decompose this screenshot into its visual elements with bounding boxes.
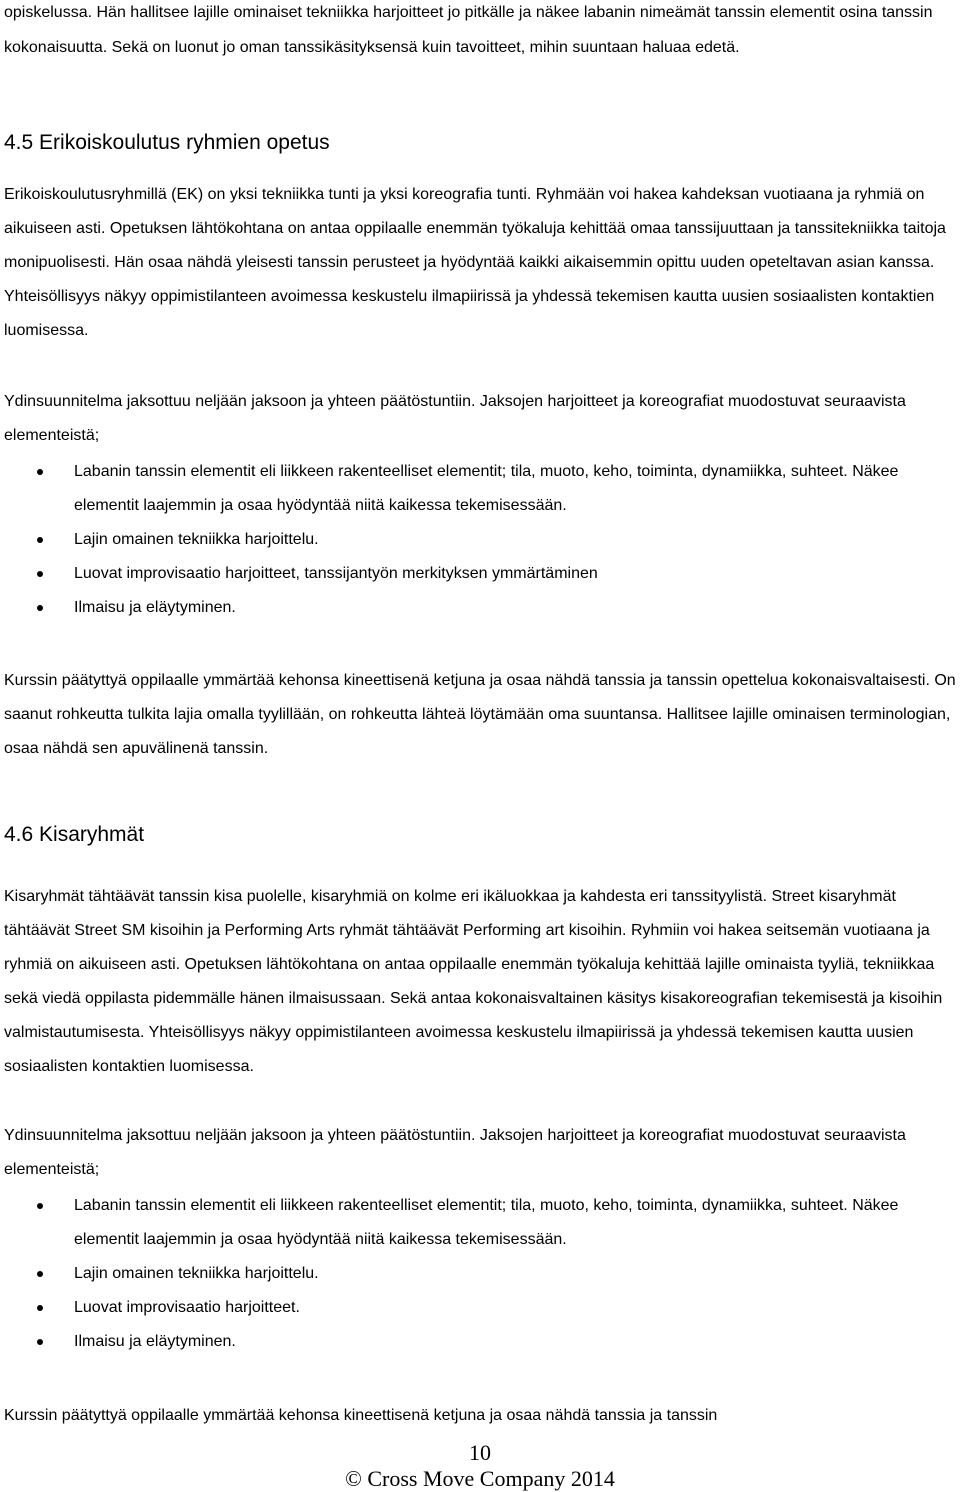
section-4-6-heading: 4.6 Kisaryhmät	[4, 823, 145, 846]
page-number: 10	[469, 1440, 491, 1465]
section-4-6-element-list	[4, 1189, 960, 1359]
bullet-icon	[37, 571, 43, 577]
bullet-icon	[37, 1271, 43, 1277]
section-4-5-curriculum: Ydinsuunnitelma jaksottuu neljään jaksoon ja yhteen päätöstuntiin. Jaksojen harjoitteet ja koreografiat muodostuvat seuraavista elementeistä;	[4, 393, 906, 444]
section-4-5-outcome: Kurssin päätyttyä oppilaalle ymmärtää kehonsa kineettisenä ketjuna ja osaa nähdä tanssia ja tanssin opettelua kokonaisvaltaisesti. On saanut rohkeutta tulkita lajia omalla tyylillään, on rohkeutta lähteä löytämään oma suuntansa. Hallitsee lajille ominaisen terminologian, osaa nähdä sen apuvälinenä tanssin.	[4, 672, 956, 757]
list-item-text: Luovat improvisaatio harjoitteet, tanssijantyön merkityksen ymmärtäminen	[74, 565, 598, 582]
section-4-5-intro: Erikoiskoulutusryhmillä (EK) on yksi tekniikka tunti ja yksi koreografia tunti. Ryhmään voi hakea kahdeksan vuotiaana ja ryhmiä on aikuiseen asti. Opetuksen lähtökohtana on antaa oppilaalle enemmän työkaluja kehittää omaa tanssijuuttaan ja tanssitekniikka taitoja monipuolisesti. Hän osaa nähdä yleisesti tanssin perusteet ja hyödyntää kaikki aikaisemmin opittu uuden opeteltavan asian kanssa. Yhteisöllisyys näkyy oppimistilanteen avoimessa keskustelu ilmapiirissä ja yhdessä tekemisen kautta uusien sosiaalisten kontaktien luomisessa.	[4, 186, 946, 339]
list-item-text: Labanin tanssin elementit eli liikkeen rakenteelliset elementit; tila, muoto, keho, toiminta, dynamiikka, suhteet. Näkee elementit laajemmin ja osaa hyödyntää niitä kaikessa tekemisessään.	[74, 463, 899, 514]
list-item-text: Lajin omainen tekniikka harjoittelu.	[74, 531, 319, 548]
section-4-5-element-list	[4, 455, 960, 625]
bullet-icon	[37, 537, 43, 543]
list-item-text: Lajin omainen tekniikka harjoittelu.	[74, 1265, 319, 1282]
section-4-5-heading: 4.5 Erikoiskoulutus ryhmien opetus	[4, 131, 330, 154]
section-4-6-intro: Kisaryhmät tähtäävät tanssin kisa puolelle, kisaryhmiä on kolme eri ikäluokkaa ja kahdesta eri tanssityylistä. Street kisaryhmät tähtäävät Street SM kisoihin ja Performing Arts ryhmät tähtäävät Performing art kisoihin. Ryhmiin voi hakea seitsemän vuotiaana ja ryhmiä on aikuiseen asti. Opetuksen lähtökohtana on antaa oppilaalle enemmän työkaluja kehittää lajille ominaista tyyliä, tekniikkaa sekä viedä oppilasta pidemmälle hänen ilmaisussaan. Sekä antaa kokonaisvaltainen käsitys kisakoreografian tekemisestä ja kisoihin valmistautumisesta. Yhteisöllisyys näkyy oppimistilanteen avoimessa keskustelu ilmapiirissä ja yhdessä tekemisen kautta uusien sosiaalisten kontaktien luomisessa.	[4, 888, 943, 1075]
list-item	[4, 1189, 960, 1257]
list-item	[4, 523, 960, 557]
list-item-text: Luovat improvisaatio harjoitteet.	[74, 1299, 300, 1316]
list-item-text: Labanin tanssin elementit eli liikkeen rakenteelliset elementit; tila, muoto, keho, toiminta, dynamiikka, suhteet. Näkee elementit laajemmin ja osaa hyödyntää niitä kaikessa tekemisessään.	[74, 1197, 899, 1248]
bullet-icon	[37, 469, 43, 475]
list-item	[4, 455, 960, 523]
list-item	[4, 557, 960, 591]
bullet-icon	[37, 1305, 43, 1311]
copyright-notice: © Cross Move Company 2014	[345, 1466, 615, 1491]
document-page	[4, 0, 960, 1424]
bullet-icon	[37, 605, 43, 611]
section-4-6-curriculum: Ydinsuunnitelma jaksottuu neljään jaksoon ja yhteen päätöstuntiin. Jaksojen harjoitteet ja koreografiat muodostuvat seuraavista elementeistä;	[4, 1127, 906, 1178]
list-item	[4, 1257, 960, 1291]
section-4-6-outcome-start: Kurssin päätyttyä oppilaalle ymmärtää kehonsa kineettisenä ketjuna ja osaa nähdä tanssia ja tanssin	[4, 1407, 718, 1424]
list-item-text: Ilmaisu ja eläytyminen.	[74, 1333, 236, 1350]
list-item	[4, 1325, 960, 1359]
list-item	[4, 591, 960, 625]
bullet-icon	[37, 1339, 43, 1345]
list-item-text: Ilmaisu ja eläytyminen.	[74, 599, 236, 616]
bullet-icon	[37, 1203, 43, 1209]
previous-section-tail: opiskelussa. Hän hallitsee lajille ominaiset tekniikka harjoitteet jo pitkälle ja näkee labanin nimeämät tanssin elementit osina tanssin kokonaisuutta. Sekä on luonut jo oman tanssikäsityksensä kuin tavoitteet, mihin suuntaan haluaa edetä.	[4, 4, 933, 56]
list-item	[4, 1291, 960, 1325]
